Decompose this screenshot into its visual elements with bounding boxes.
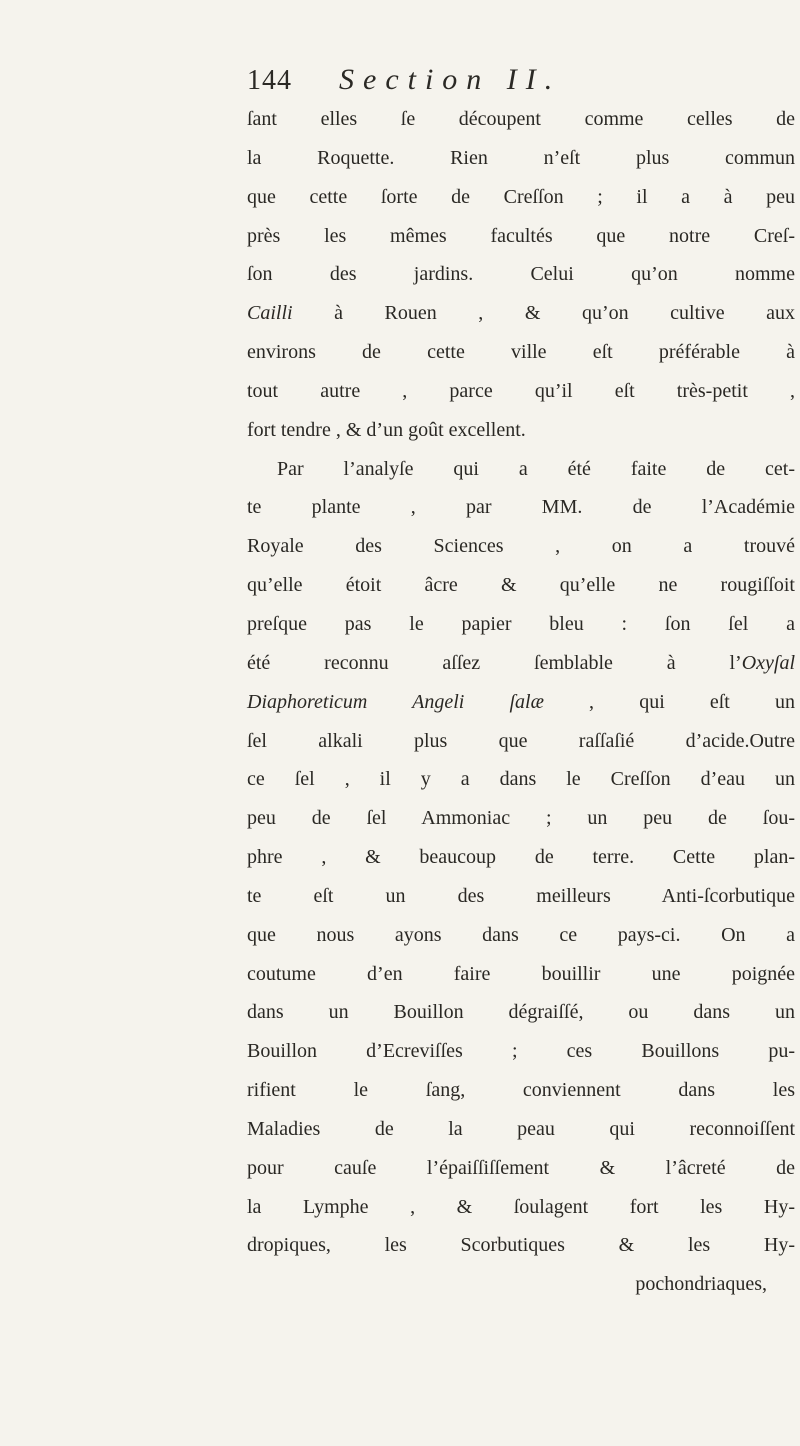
text-line: Par l’analyſe qui a été faite de cet- [277, 457, 795, 480]
italic-term: Cailli [247, 302, 293, 325]
text-line: pour cauſe l’épaiſſiſſement & l’âcreté de [247, 1156, 795, 1179]
text-line: te eſt un des meilleurs Anti-ſcorbutique [247, 884, 795, 907]
text-line: qu’elle étoit âcre & qu’elle ne rougiſſoit [247, 574, 795, 597]
catchword: pochondriaques, [635, 1273, 767, 1296]
text-line: été reconnu aſſez ſemblable à l’Oxyſal [247, 651, 795, 674]
text-line: preſque pas le papier bleu : ſon ſel a [247, 612, 795, 635]
page-number: 144 [247, 65, 292, 96]
text-line: fort tendre , & d’un goût excellent. [247, 418, 526, 441]
text-line: ſon des jardins. Celui qu’on nomme [247, 263, 795, 286]
text-line: coutume d’en faire bouillir une poignée [247, 962, 795, 985]
text-line: phre , & beaucoup de terre. Cette plan- [247, 846, 795, 869]
body-text [247, 100, 795, 1304]
page-header [247, 63, 767, 97]
text-line: Cailli à Rouen , & qu’on cultive aux [247, 302, 795, 325]
text-line: dans un Bouillon dégraiſſé, ou dans un [247, 1001, 795, 1024]
text-line: la Roquette. Rien n’eſt plus commun [247, 146, 795, 169]
text-line: dropiques, les Scorbutiques & les Hy- [247, 1234, 795, 1257]
running-head: Section II. [339, 63, 562, 96]
text-line: ce ſel , il y a dans le Creſſon d’eau un [247, 768, 795, 791]
text-line: près les mêmes facultés que notre Creſ- [247, 224, 795, 247]
text-line: environs de cette ville eſt préférable à [247, 341, 795, 364]
text-line: Royale des Sciences , on a trouvé [247, 535, 795, 558]
text-line: ſant elles ſe découpent comme celles de [247, 108, 795, 130]
text-line: tout autre , parce qu’il eſt très-petit , [247, 379, 795, 402]
italic-term: Diaphoreticum Angeli ſalæ [247, 690, 544, 713]
text-line-catchword [247, 1265, 795, 1304]
text-line: Diaphoreticum Angeli ſalæ , qui eſt un [247, 690, 795, 713]
italic-term: Oxyſal [741, 651, 795, 674]
text-line: te plante , par MM. de l’Académie [247, 496, 795, 519]
text-line: peu de ſel Ammoniac ; un peu de ſou- [247, 807, 795, 830]
text-line: Bouillon d’Ecreviſſes ; ces Bouillons pu- [247, 1040, 795, 1063]
text-line: que cette ſorte de Creſſon ; il a à peu [247, 185, 795, 208]
text-line: rifient le ſang, conviennent dans les [247, 1079, 795, 1102]
text-line: ſel alkali plus que raſſaſié d’acide.Outre [247, 729, 795, 752]
text-line: la Lymphe , & ſoulagent fort les Hy- [247, 1195, 795, 1218]
text-line: Maladies de la peau qui reconnoiſſent [247, 1117, 795, 1140]
text-line: que nous ayons dans ce pays-ci. On a [247, 923, 795, 946]
